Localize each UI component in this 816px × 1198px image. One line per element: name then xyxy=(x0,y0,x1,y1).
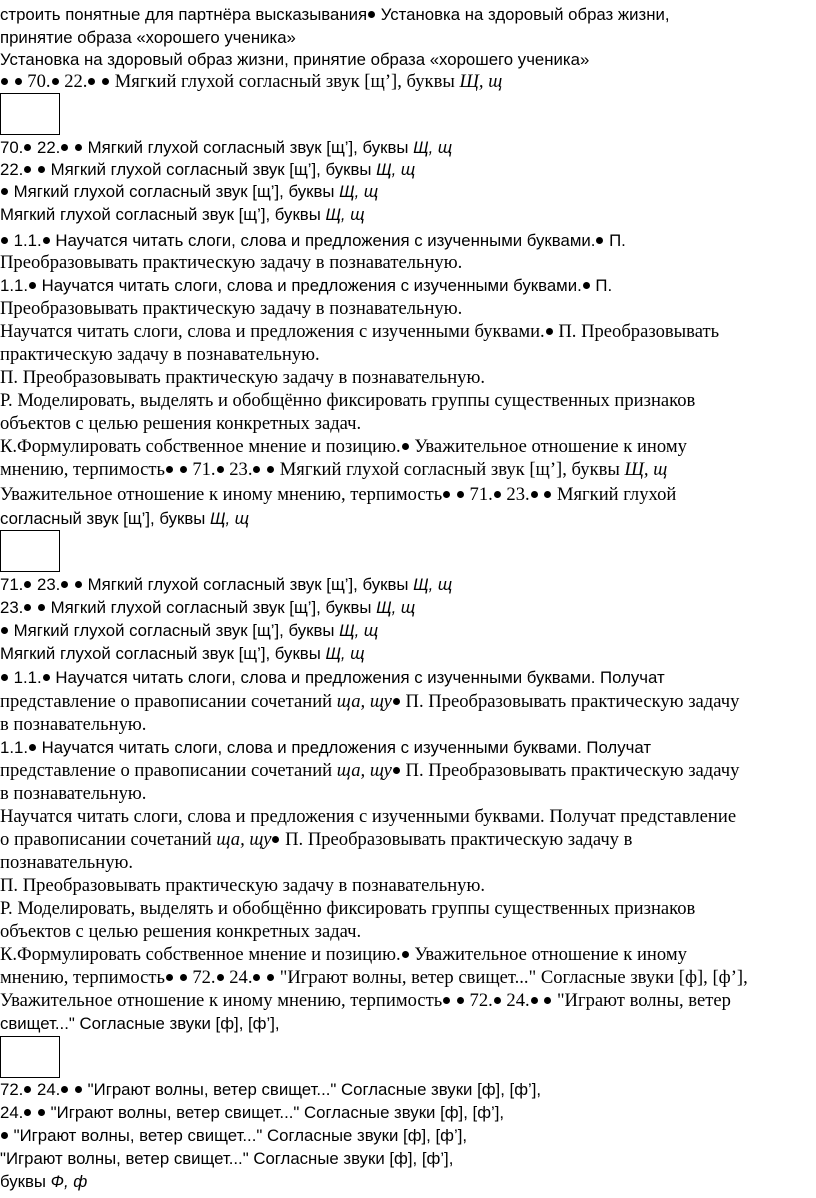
bullet-icon xyxy=(61,581,68,588)
text-line: в познавательную. xyxy=(0,714,147,735)
text-line: объектов с целью решения конкретных задач. xyxy=(0,413,362,434)
text-line: мнению, терпимость 71. 23. Мягкий глухой согласный звук [щ’], буквы Щ, щ xyxy=(0,459,668,480)
text-line: 23. Мягкий глухой согласный звук [щ’], буквы Щ, щ xyxy=(0,598,416,617)
bullet-icon xyxy=(544,491,551,498)
bullet-icon xyxy=(267,974,274,981)
bullet-icon xyxy=(531,491,538,498)
text-line: познавательную. xyxy=(0,852,134,873)
text-line: Мягкий глухой согласный звук [щ’], буквы Щ, щ xyxy=(0,205,365,224)
text-line: 22. Мягкий глухой согласный звук [щ’], буквы Щ, щ xyxy=(0,160,416,179)
text-line: Научатся читать слоги, слова и предложения с изученными буквами. П. Преобразовывать xyxy=(0,321,720,342)
bullet-icon xyxy=(75,1086,82,1093)
empty-cell-box xyxy=(0,93,60,135)
text-line: 24. "Играют волны, ветер свищет..." Согласные звуки [ф], [ф’], xyxy=(0,1103,505,1122)
text-line: объектов с целью решения конкретных задач. xyxy=(0,921,362,942)
text-line: принятие образа «хорошего ученика» xyxy=(0,28,296,47)
text-line: Установка на здоровый образ жизни, принятие образа «хорошего ученика» xyxy=(0,50,590,69)
bullet-icon xyxy=(43,237,50,244)
bullet-icon xyxy=(443,491,450,498)
text-line: Р. Моделировать, выделять и обобщённо фиксировать группы существенных признаков xyxy=(0,898,696,919)
text-line: Уважительное отношение к иному мнению, терпимость 71. 23. Мягкий глухой xyxy=(0,484,677,505)
bullet-icon xyxy=(393,698,400,705)
bullet-icon xyxy=(596,237,603,244)
bullet-icon xyxy=(24,581,31,588)
bullet-icon xyxy=(457,491,464,498)
bullet-icon xyxy=(583,282,590,289)
text-line: Р. Моделировать, выделять и обобщённо фиксировать группы существенных признаков xyxy=(0,390,696,411)
text-line: 70. 22. Мягкий глухой согласный звук [щ’], буквы Щ, щ xyxy=(0,138,453,157)
text-line: буквы Ф, ф xyxy=(0,1172,88,1191)
bullet-icon xyxy=(38,1109,45,1116)
text-line: 1.1. Научатся читать слоги, слова и предложения с изученными буквами. П. xyxy=(0,230,816,252)
text-line: Уважительное отношение к иному мнению, терпимость 72. 24. "Играют волны, ветер xyxy=(0,990,731,1011)
text-line: практическую задачу в познавательную. xyxy=(0,344,320,365)
bullet-icon xyxy=(1,1132,8,1139)
text-line: П. Преобразовывать практическую задачу в познавательную. xyxy=(0,875,485,896)
text-line: согласный звук [щ’], буквы Щ, щ xyxy=(0,509,250,528)
bullet-icon xyxy=(402,443,409,450)
bullet-icon xyxy=(544,997,551,1004)
bullet-icon xyxy=(52,78,59,85)
bullet-icon xyxy=(1,78,8,85)
bullet-icon xyxy=(402,951,409,958)
text-line: Мягкий глухой согласный звук [щ’], буквы Щ, щ xyxy=(0,644,365,663)
bullet-icon xyxy=(15,78,22,85)
bullet-icon xyxy=(531,997,538,1004)
bullet-icon xyxy=(88,78,95,85)
text-line: Научатся читать слоги, слова и предложения с изученными буквами. Получат представление xyxy=(0,806,737,827)
bullet-icon xyxy=(494,997,501,1004)
bullet-icon xyxy=(1,674,8,681)
text-line: в познавательную. xyxy=(0,783,147,804)
text-line: 1.1. Научатся читать слоги, слова и предложения с изученными буквами. Получат xyxy=(0,667,816,689)
bullet-icon xyxy=(24,144,31,151)
bullet-icon xyxy=(102,78,109,85)
bullet-icon xyxy=(29,744,36,751)
bullet-icon xyxy=(443,997,450,1004)
bullet-icon xyxy=(75,144,82,151)
text-line: Мягкий глухой согласный звук [щ’], буквы Щ, щ xyxy=(0,620,816,642)
bullet-icon xyxy=(24,1109,31,1116)
bullet-icon xyxy=(1,188,8,195)
text-line: К.Формулировать собственное мнение и позицию. Уважительное отношение к иному xyxy=(0,944,687,965)
bullet-icon xyxy=(217,974,224,981)
text-line: о правописании сочетаний ща, щу П. Преобразовывать практическую задачу в xyxy=(0,829,633,850)
text-line: "Играют волны, ветер свищет..." Согласные звуки [ф], [ф’], xyxy=(0,1125,816,1147)
bullet-icon xyxy=(75,581,82,588)
bullet-icon xyxy=(38,604,45,611)
text-line: мнению, терпимость 72. 24. "Играют волны, ветер свищет..." Согласные звуки [ф], [ф’], xyxy=(0,967,748,988)
bullet-icon xyxy=(546,328,553,335)
bullet-icon xyxy=(180,466,187,473)
bullet-icon xyxy=(24,604,31,611)
empty-cell-box xyxy=(0,530,60,572)
bullet-icon xyxy=(166,466,173,473)
bullet-icon xyxy=(253,466,260,473)
bullet-icon xyxy=(43,674,50,681)
bullet-icon xyxy=(1,237,8,244)
text-line: 72. 24. "Играют волны, ветер свищет..." Согласные звуки [ф], [ф’], xyxy=(0,1080,542,1099)
text-line: представление о правописании сочетаний ща, щу П. Преобразовывать практическую задачу xyxy=(0,760,740,781)
bullet-icon xyxy=(253,974,260,981)
text-line: 71. 23. Мягкий глухой согласный звук [щ’], буквы Щ, щ xyxy=(0,575,453,594)
bullet-icon xyxy=(267,466,274,473)
text-line: представление о правописании сочетаний ща, щу П. Преобразовывать практическую задачу xyxy=(0,691,740,712)
empty-cell-box xyxy=(0,1036,60,1078)
bullet-icon xyxy=(217,466,224,473)
bullet-icon xyxy=(457,997,464,1004)
text-line: 1.1. Научатся читать слоги, слова и предложения с изученными буквами. Получат xyxy=(0,738,652,757)
bullet-icon xyxy=(61,144,68,151)
text-line: Преобразовывать практическую задачу в познавательную. xyxy=(0,252,463,273)
text-line: "Играют волны, ветер свищет..." Согласные звуки [ф], [ф’], xyxy=(0,1149,454,1168)
bullet-icon xyxy=(368,11,375,18)
bullet-icon xyxy=(24,166,31,173)
text-line: строить понятные для партнёра высказывания Установка на здоровый образ жизни, xyxy=(0,5,670,24)
bullet-icon xyxy=(1,627,8,634)
bullet-icon xyxy=(494,491,501,498)
bullet-icon xyxy=(393,767,400,774)
text-line: 70. 22. Мягкий глухой согласный звук [щ’], буквы Щ, щ xyxy=(0,71,816,93)
text-line: свищет..." Согласные звуки [ф], [ф’], xyxy=(0,1014,280,1033)
bullet-icon xyxy=(29,282,36,289)
text-line: Мягкий глухой согласный звук [щ’], буквы Щ, щ xyxy=(0,181,816,203)
text-line: К.Формулировать собственное мнение и позицию. Уважительное отношение к иному xyxy=(0,436,687,457)
text-line: П. Преобразовывать практическую задачу в познавательную. xyxy=(0,367,485,388)
bullet-icon xyxy=(180,974,187,981)
bullet-icon xyxy=(38,166,45,173)
text-line: Преобразовывать практическую задачу в познавательную. xyxy=(0,298,463,319)
text-line: 1.1. Научатся читать слоги, слова и предложения с изученными буквами. П. xyxy=(0,276,613,295)
bullet-icon xyxy=(272,836,279,843)
bullet-icon xyxy=(61,1086,68,1093)
bullet-icon xyxy=(166,974,173,981)
bullet-icon xyxy=(24,1086,31,1093)
